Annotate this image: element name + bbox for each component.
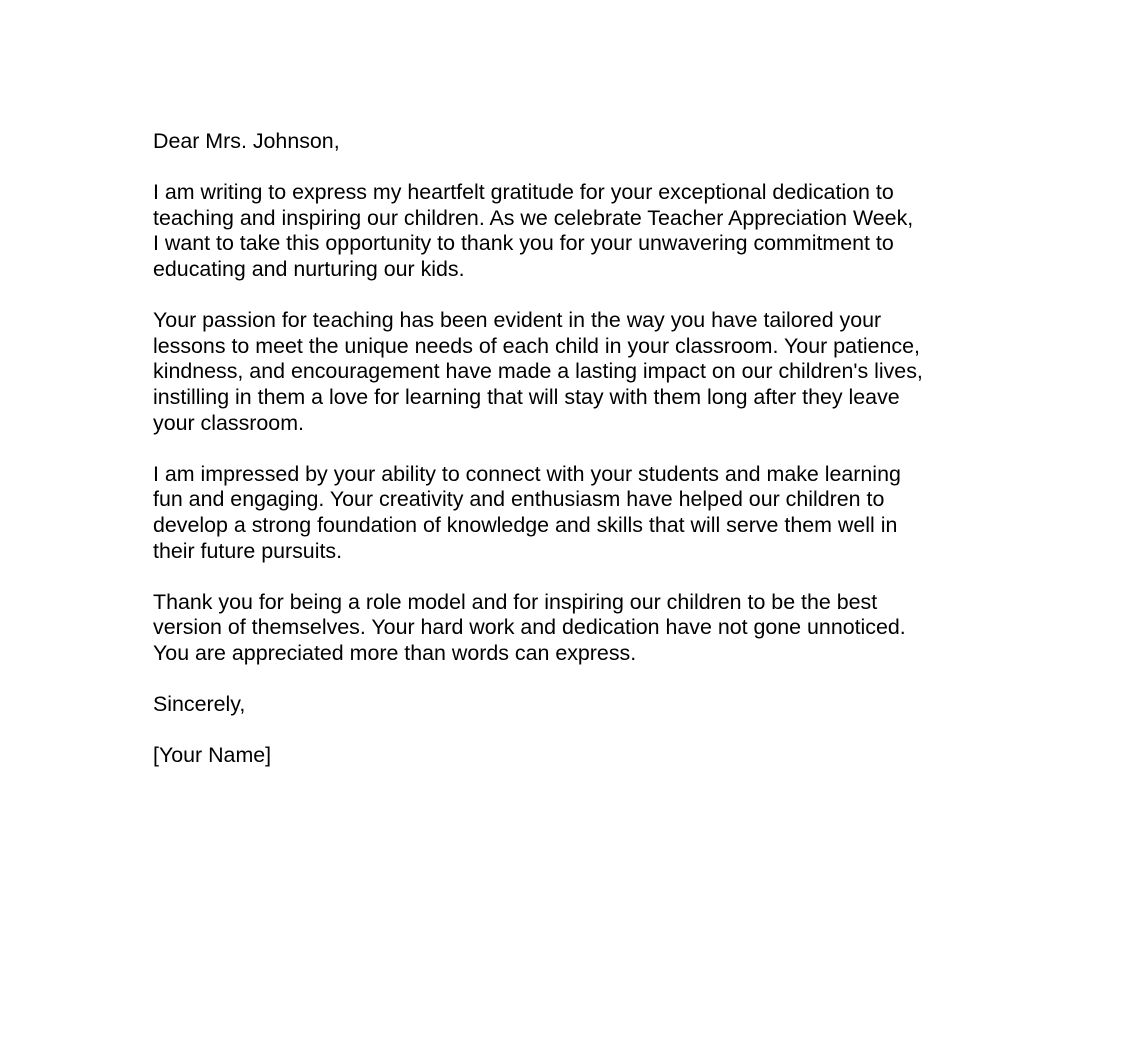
paragraph-2 (153, 308, 983, 436)
paragraph-line: lessons to meet the unique needs of each child in your classroom. Your patience, (153, 333, 920, 358)
signature: [Your Name] (153, 743, 272, 768)
paragraph-line: version of themselves. Your hard work and dedication have not gone unnoticed. (153, 615, 906, 640)
salutation: Dear Mrs. Johnson, (153, 129, 340, 153)
paragraph-line: Thank you for being a role model and for inspiring our children to be the best (153, 589, 878, 614)
paragraph-line: Your passion for teaching has been evident in the way you have tailored your (153, 308, 882, 333)
paragraph-line: kindness, and encouragement have made a lasting impact on our children's lives, (153, 359, 923, 384)
paragraph-line: teaching and inspiring our children. As we celebrate Teacher Appreciation Week, (153, 205, 914, 230)
paragraph-4 (153, 590, 983, 667)
letter-body (153, 129, 983, 769)
paragraph-line: their future pursuits. (153, 538, 343, 563)
paragraph-line: You are appreciated more than words can express. (153, 640, 637, 665)
paragraph-line: I am writing to express my heartfelt gratitude for your exceptional dedication to (153, 180, 894, 205)
paragraph-line: instilling in them a love for learning that will stay with them long after they leave (153, 384, 900, 409)
paragraph-3 (153, 462, 983, 564)
paragraph-line: fun and engaging. Your creativity and enthusiasm have helped our children to (153, 487, 885, 512)
paragraph-line: educating and nurturing our kids. (153, 256, 465, 281)
closing: Sincerely, (153, 692, 246, 717)
paragraph-line: your classroom. (153, 410, 304, 435)
paragraph-line: I am impressed by your ability to connect with your students and make learning (153, 461, 901, 486)
paragraph-line: develop a strong foundation of knowledge and skills that will serve them well in (153, 512, 898, 537)
paragraph-line: I want to take this opportunity to thank you for your unwavering commitment to (153, 231, 894, 256)
paragraph-1 (153, 180, 983, 282)
